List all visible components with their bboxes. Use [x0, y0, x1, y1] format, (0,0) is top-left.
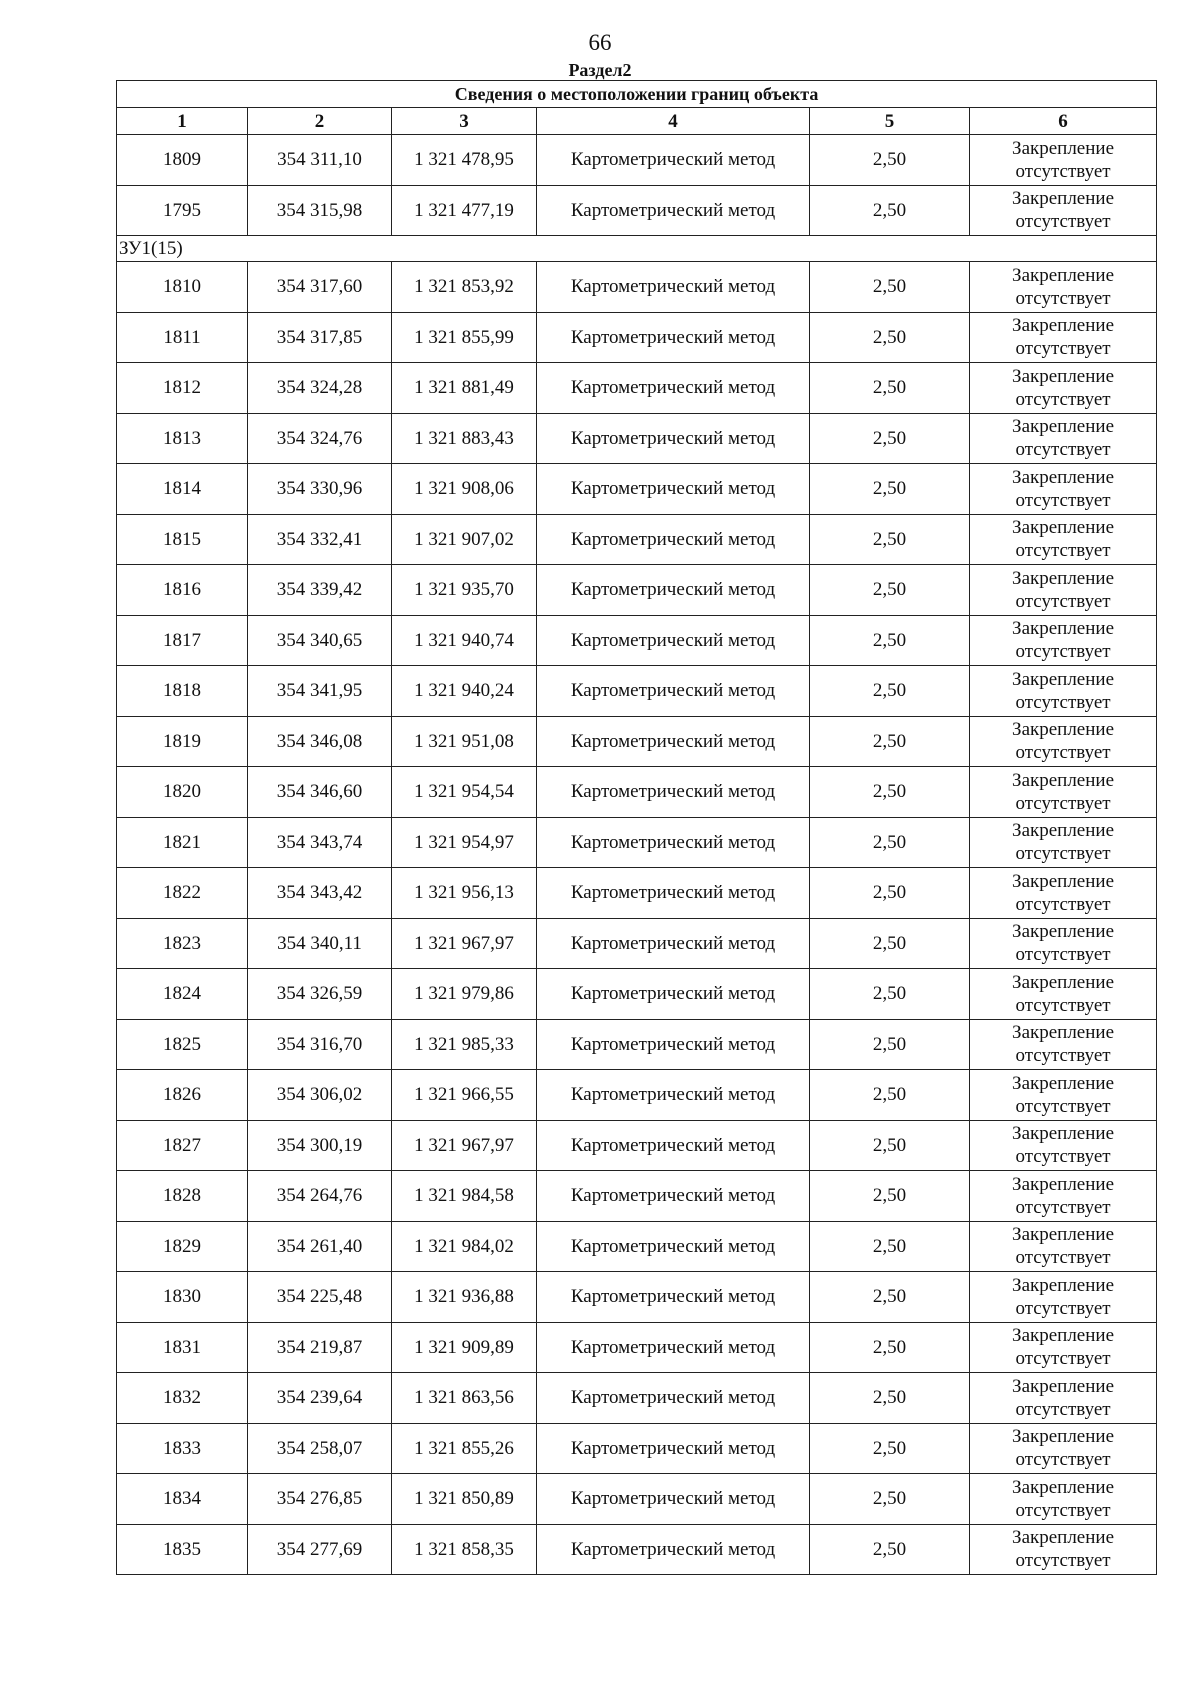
fixation-text: Закрепление [1012, 1325, 1115, 1347]
fixation-text: отсутствует [1015, 1499, 1111, 1521]
method-cell: Картометрический метод [537, 716, 810, 767]
point-number-cell: 1830 [117, 1272, 248, 1323]
y-coordinate-cell: 1 321 984,02 [392, 1221, 537, 1272]
fixation-cell [970, 918, 1157, 969]
table-row [117, 868, 1157, 919]
method-cell: Картометрический метод [537, 312, 810, 363]
fixation-cell [970, 565, 1157, 616]
fixation-text: Закрепление [1012, 1476, 1115, 1498]
fixation-text: отсутствует [1015, 893, 1111, 915]
fixation-text: отсутствует [1015, 338, 1111, 360]
method-cell: Картометрический метод [537, 1272, 810, 1323]
y-coordinate-cell: 1 321 883,43 [392, 413, 537, 464]
accuracy-cell: 2,50 [810, 767, 970, 818]
fixation-text: Закрепление [1012, 971, 1115, 993]
accuracy-cell: 2,50 [810, 1524, 970, 1575]
method-cell: Картометрический метод [537, 135, 810, 186]
method-cell: Картометрический метод [537, 514, 810, 565]
y-coordinate-cell: 1 321 984,58 [392, 1171, 537, 1222]
table-row [117, 262, 1157, 313]
fixation-text: Закрепление [1012, 1022, 1115, 1044]
y-coordinate-cell: 1 321 855,26 [392, 1423, 537, 1474]
x-coordinate-cell: 354 324,28 [248, 363, 392, 414]
x-coordinate-cell: 354 315,98 [248, 185, 392, 236]
fixation-text: отсутствует [1015, 1348, 1111, 1370]
table-row [117, 185, 1157, 236]
accuracy-cell: 2,50 [810, 185, 970, 236]
fixation-text: отсутствует [1015, 691, 1111, 713]
x-coordinate-cell: 354 343,74 [248, 817, 392, 868]
method-cell: Картометрический метод [537, 1474, 810, 1525]
fixation-cell [970, 1373, 1157, 1424]
point-number-cell: 1820 [117, 767, 248, 818]
point-number-cell: 1813 [117, 413, 248, 464]
table-row [117, 666, 1157, 717]
fixation-cell [970, 413, 1157, 464]
fixation-text: Закрепление [1012, 1123, 1115, 1145]
fixation-text: Закрепление [1012, 921, 1115, 943]
point-number-cell: 1810 [117, 262, 248, 313]
table-title-row [117, 81, 1157, 108]
y-coordinate-cell: 1 321 967,97 [392, 918, 537, 969]
method-cell: Картометрический метод [537, 1070, 810, 1121]
point-number-cell: 1811 [117, 312, 248, 363]
table-row [117, 312, 1157, 363]
fixation-cell [970, 262, 1157, 313]
accuracy-cell: 2,50 [810, 1373, 970, 1424]
x-coordinate-cell: 354 311,10 [248, 135, 392, 186]
y-coordinate-cell: 1 321 954,97 [392, 817, 537, 868]
fixation-cell [970, 1070, 1157, 1121]
point-number-cell: 1824 [117, 969, 248, 1020]
fixation-text: Закрепление [1012, 820, 1115, 842]
fixation-text: Закрепление [1012, 416, 1115, 438]
fixation-cell [970, 716, 1157, 767]
table-row [117, 918, 1157, 969]
x-coordinate-cell: 354 343,42 [248, 868, 392, 919]
point-number-cell: 1827 [117, 1120, 248, 1171]
fixation-cell [970, 666, 1157, 717]
fixation-text: отсутствует [1015, 1297, 1111, 1319]
fixation-text: отсутствует [1015, 742, 1111, 764]
x-coordinate-cell: 354 339,42 [248, 565, 392, 616]
method-cell: Картометрический метод [537, 615, 810, 666]
column-number: 3 [392, 108, 537, 135]
fixation-text: отсутствует [1015, 211, 1111, 233]
y-coordinate-cell: 1 321 985,33 [392, 1019, 537, 1070]
method-cell: Картометрический метод [537, 1423, 810, 1474]
y-coordinate-cell: 1 321 478,95 [392, 135, 537, 186]
point-number-cell: 1816 [117, 565, 248, 616]
y-coordinate-cell: 1 321 979,86 [392, 969, 537, 1020]
fixation-text: Закрепление [1012, 1274, 1115, 1296]
point-number-cell: 1809 [117, 135, 248, 186]
x-coordinate-cell: 354 326,59 [248, 969, 392, 1020]
fixation-text: отсутствует [1015, 439, 1111, 461]
fixation-text: Закрепление [1012, 1173, 1115, 1195]
x-coordinate-cell: 354 346,60 [248, 767, 392, 818]
x-coordinate-cell: 354 219,87 [248, 1322, 392, 1373]
column-number-row [117, 108, 1157, 135]
x-coordinate-cell: 354 317,85 [248, 312, 392, 363]
table-row [117, 363, 1157, 414]
x-coordinate-cell: 354 300,19 [248, 1120, 392, 1171]
fixation-text: отсутствует [1015, 1146, 1111, 1168]
x-coordinate-cell: 354 264,76 [248, 1171, 392, 1222]
y-coordinate-cell: 1 321 909,89 [392, 1322, 537, 1373]
table-row [117, 514, 1157, 565]
y-coordinate-cell: 1 321 477,19 [392, 185, 537, 236]
table-row [117, 464, 1157, 515]
accuracy-cell: 2,50 [810, 969, 970, 1020]
method-cell: Картометрический метод [537, 918, 810, 969]
fixation-cell [970, 135, 1157, 186]
fixation-text: отсутствует [1015, 489, 1111, 511]
fixation-text: Закрепление [1012, 188, 1115, 210]
point-number-cell: 1835 [117, 1524, 248, 1575]
fixation-cell [970, 1474, 1157, 1525]
x-coordinate-cell: 354 239,64 [248, 1373, 392, 1424]
accuracy-cell: 2,50 [810, 868, 970, 919]
fixation-text: отсутствует [1015, 641, 1111, 663]
method-cell: Картометрический метод [537, 1524, 810, 1575]
accuracy-cell: 2,50 [810, 1423, 970, 1474]
accuracy-cell: 2,50 [810, 1221, 970, 1272]
fixation-text: отсутствует [1015, 1095, 1111, 1117]
x-coordinate-cell: 354 340,11 [248, 918, 392, 969]
method-cell: Картометрический метод [537, 262, 810, 313]
y-coordinate-cell: 1 321 935,70 [392, 565, 537, 616]
group-label: ЗУ1(15) [117, 236, 1157, 262]
table-row [117, 767, 1157, 818]
method-cell: Картометрический метод [537, 868, 810, 919]
fixation-text: отсутствует [1015, 1398, 1111, 1420]
method-cell: Картометрический метод [537, 1322, 810, 1373]
column-number: 2 [248, 108, 392, 135]
fixation-cell [970, 817, 1157, 868]
fixation-text: Закрепление [1012, 618, 1115, 640]
accuracy-cell: 2,50 [810, 312, 970, 363]
fixation-text: отсутствует [1015, 287, 1111, 309]
x-coordinate-cell: 354 317,60 [248, 262, 392, 313]
fixation-text: отсутствует [1015, 590, 1111, 612]
fixation-text: Закрепление [1012, 1375, 1115, 1397]
table-row [117, 1171, 1157, 1222]
y-coordinate-cell: 1 321 936,88 [392, 1272, 537, 1323]
method-cell: Картометрический метод [537, 464, 810, 515]
fixation-text: отсутствует [1015, 1550, 1111, 1572]
x-coordinate-cell: 354 306,02 [248, 1070, 392, 1121]
accuracy-cell: 2,50 [810, 615, 970, 666]
table-body [117, 135, 1157, 1575]
method-cell: Картометрический метод [537, 1171, 810, 1222]
point-number-cell: 1823 [117, 918, 248, 969]
y-coordinate-cell: 1 321 940,74 [392, 615, 537, 666]
fixation-text: Закрепление [1012, 1224, 1115, 1246]
fixation-text: Закрепление [1012, 517, 1115, 539]
accuracy-cell: 2,50 [810, 363, 970, 414]
fixation-text: Закрепление [1012, 1527, 1115, 1549]
table-row [117, 1474, 1157, 1525]
fixation-text: Закрепление [1012, 567, 1115, 589]
point-number-cell: 1821 [117, 817, 248, 868]
fixation-cell [970, 1322, 1157, 1373]
fixation-text: Закрепление [1012, 137, 1115, 159]
method-cell: Картометрический метод [537, 1120, 810, 1171]
point-number-cell: 1834 [117, 1474, 248, 1525]
y-coordinate-cell: 1 321 850,89 [392, 1474, 537, 1525]
method-cell: Картометрический метод [537, 1373, 810, 1424]
table-title: Сведения о местоположении границ объекта [117, 81, 1157, 108]
point-number-cell: 1795 [117, 185, 248, 236]
accuracy-cell: 2,50 [810, 817, 970, 868]
table-row [117, 1019, 1157, 1070]
y-coordinate-cell: 1 321 881,49 [392, 363, 537, 414]
x-coordinate-cell: 354 332,41 [248, 514, 392, 565]
accuracy-cell: 2,50 [810, 1019, 970, 1070]
accuracy-cell: 2,50 [810, 514, 970, 565]
y-coordinate-cell: 1 321 956,13 [392, 868, 537, 919]
y-coordinate-cell: 1 321 853,92 [392, 262, 537, 313]
accuracy-cell: 2,50 [810, 135, 970, 186]
fixation-text: отсутствует [1015, 1449, 1111, 1471]
page-number: 66 [588, 30, 612, 55]
table-row [117, 969, 1157, 1020]
accuracy-cell: 2,50 [810, 918, 970, 969]
x-coordinate-cell: 354 316,70 [248, 1019, 392, 1070]
y-coordinate-cell: 1 321 967,97 [392, 1120, 537, 1171]
fixation-text: Закрепление [1012, 870, 1115, 892]
y-coordinate-cell: 1 321 863,56 [392, 1373, 537, 1424]
accuracy-cell: 2,50 [810, 1120, 970, 1171]
fixation-text: Закрепление [1012, 1426, 1115, 1448]
fixation-cell [970, 1221, 1157, 1272]
table-row [117, 817, 1157, 868]
fixation-text: Закрепление [1012, 365, 1115, 387]
method-cell: Картометрический метод [537, 413, 810, 464]
x-coordinate-cell: 354 340,65 [248, 615, 392, 666]
point-number-cell: 1825 [117, 1019, 248, 1070]
table-row [117, 1221, 1157, 1272]
column-number: 4 [537, 108, 810, 135]
y-coordinate-cell: 1 321 855,99 [392, 312, 537, 363]
table-row [117, 1524, 1157, 1575]
accuracy-cell: 2,50 [810, 1070, 970, 1121]
x-coordinate-cell: 354 261,40 [248, 1221, 392, 1272]
fixation-cell [970, 1019, 1157, 1070]
x-coordinate-cell: 354 277,69 [248, 1524, 392, 1575]
table-row [117, 1120, 1157, 1171]
boundary-coordinates-table [116, 80, 1157, 1575]
table-row [117, 615, 1157, 666]
fixation-cell [970, 1171, 1157, 1222]
x-coordinate-cell: 354 341,95 [248, 666, 392, 717]
x-coordinate-cell: 354 324,76 [248, 413, 392, 464]
fixation-cell [970, 969, 1157, 1020]
column-number: 5 [810, 108, 970, 135]
method-cell: Картометрический метод [537, 666, 810, 717]
point-number-cell: 1817 [117, 615, 248, 666]
x-coordinate-cell: 354 330,96 [248, 464, 392, 515]
fixation-text: Закрепление [1012, 668, 1115, 690]
point-number-cell: 1819 [117, 716, 248, 767]
method-cell: Картометрический метод [537, 565, 810, 616]
column-number: 1 [117, 108, 248, 135]
point-number-cell: 1826 [117, 1070, 248, 1121]
fixation-cell [970, 1423, 1157, 1474]
y-coordinate-cell: 1 321 966,55 [392, 1070, 537, 1121]
accuracy-cell: 2,50 [810, 565, 970, 616]
accuracy-cell: 2,50 [810, 1272, 970, 1323]
table-row [117, 1322, 1157, 1373]
method-cell: Картометрический метод [537, 1019, 810, 1070]
fixation-text: Закрепление [1012, 1072, 1115, 1094]
table-row [117, 716, 1157, 767]
fixation-text: Закрепление [1012, 719, 1115, 741]
table-row [117, 1423, 1157, 1474]
point-number-cell: 1814 [117, 464, 248, 515]
fixation-text: отсутствует [1015, 388, 1111, 410]
fixation-cell [970, 1272, 1157, 1323]
method-cell: Картометрический метод [537, 767, 810, 818]
fixation-text: отсутствует [1015, 792, 1111, 814]
point-number-cell: 1829 [117, 1221, 248, 1272]
point-number-cell: 1831 [117, 1322, 248, 1373]
fixation-cell [970, 185, 1157, 236]
fixation-text: отсутствует [1015, 994, 1111, 1016]
y-coordinate-cell: 1 321 858,35 [392, 1524, 537, 1575]
fixation-text: Закрепление [1012, 315, 1115, 337]
accuracy-cell: 2,50 [810, 1474, 970, 1525]
method-cell: Картометрический метод [537, 969, 810, 1020]
y-coordinate-cell: 1 321 954,54 [392, 767, 537, 818]
method-cell: Картометрический метод [537, 817, 810, 868]
table-row [117, 1272, 1157, 1323]
point-number-cell: 1832 [117, 1373, 248, 1424]
point-number-cell: 1822 [117, 868, 248, 919]
x-coordinate-cell: 354 258,07 [248, 1423, 392, 1474]
point-number-cell: 1818 [117, 666, 248, 717]
fixation-text: Закрепление [1012, 769, 1115, 791]
y-coordinate-cell: 1 321 908,06 [392, 464, 537, 515]
accuracy-cell: 2,50 [810, 1171, 970, 1222]
accuracy-cell: 2,50 [810, 716, 970, 767]
point-number-cell: 1812 [117, 363, 248, 414]
fixation-text: отсутствует [1015, 843, 1111, 865]
table-row [117, 135, 1157, 186]
fixation-cell [970, 1524, 1157, 1575]
y-coordinate-cell: 1 321 951,08 [392, 716, 537, 767]
fixation-cell [970, 514, 1157, 565]
method-cell: Картометрический метод [537, 1221, 810, 1272]
table-row [117, 413, 1157, 464]
fixation-cell [970, 312, 1157, 363]
fixation-cell [970, 464, 1157, 515]
fixation-cell [970, 1120, 1157, 1171]
column-number: 6 [970, 108, 1157, 135]
x-coordinate-cell: 354 225,48 [248, 1272, 392, 1323]
fixation-cell [970, 615, 1157, 666]
x-coordinate-cell: 354 346,08 [248, 716, 392, 767]
fixation-cell [970, 868, 1157, 919]
accuracy-cell: 2,50 [810, 413, 970, 464]
fixation-text: Закрепление [1012, 466, 1115, 488]
fixation-text: отсутствует [1015, 1196, 1111, 1218]
fixation-text: отсутствует [1015, 1247, 1111, 1269]
fixation-text: отсутствует [1015, 160, 1111, 182]
point-number-cell: 1833 [117, 1423, 248, 1474]
method-cell: Картометрический метод [537, 363, 810, 414]
fixation-text: отсутствует [1015, 1045, 1111, 1067]
table-row [117, 1373, 1157, 1424]
accuracy-cell: 2,50 [810, 666, 970, 717]
fixation-cell [970, 767, 1157, 818]
fixation-text: Закрепление [1012, 264, 1115, 286]
method-cell: Картометрический метод [537, 185, 810, 236]
table-row [117, 565, 1157, 616]
point-number-cell: 1828 [117, 1171, 248, 1222]
y-coordinate-cell: 1 321 940,24 [392, 666, 537, 717]
fixation-cell [970, 363, 1157, 414]
accuracy-cell: 2,50 [810, 262, 970, 313]
accuracy-cell: 2,50 [810, 464, 970, 515]
y-coordinate-cell: 1 321 907,02 [392, 514, 537, 565]
fixation-text: отсутствует [1015, 944, 1111, 966]
fixation-text: отсутствует [1015, 540, 1111, 562]
table-row [117, 1070, 1157, 1121]
group-header-row [117, 236, 1157, 262]
section-label: Раздел2 [568, 60, 632, 80]
accuracy-cell: 2,50 [810, 1322, 970, 1373]
x-coordinate-cell: 354 276,85 [248, 1474, 392, 1525]
point-number-cell: 1815 [117, 514, 248, 565]
